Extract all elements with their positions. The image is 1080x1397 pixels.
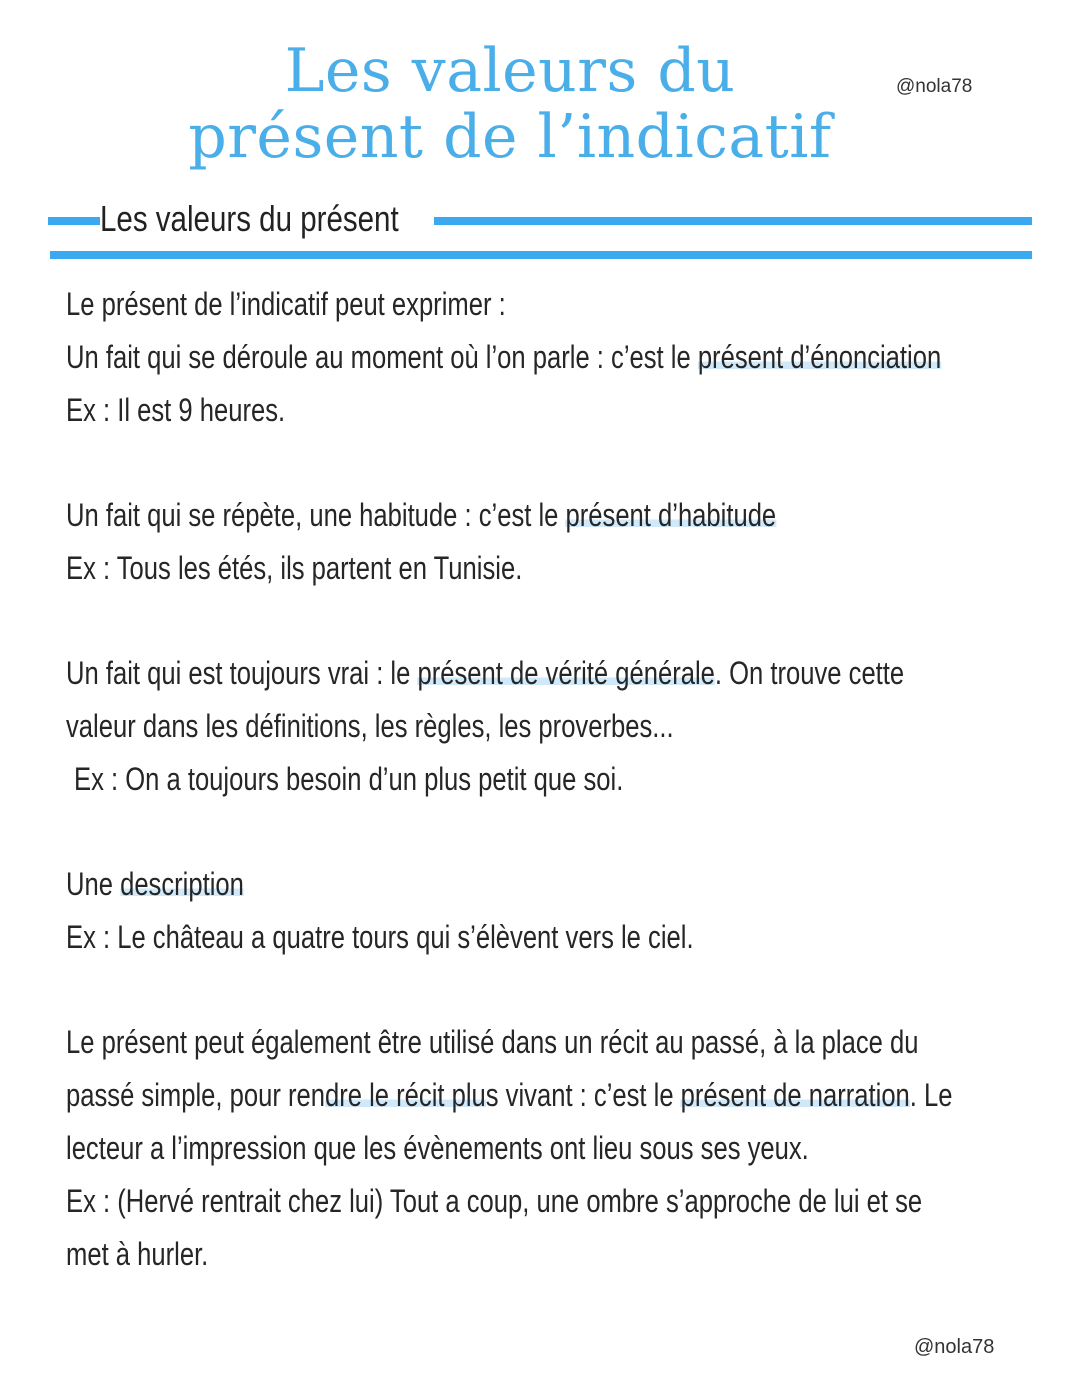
narration-text-a: passé simple, pour ren	[66, 1077, 325, 1113]
narration-text-c: . Le	[909, 1077, 953, 1113]
habitude-highlight: présent d’habitude	[565, 497, 777, 533]
verite-line-2: valeur dans les définitions, les règles, les proverbes...	[66, 708, 674, 744]
section-header	[0, 198, 1080, 268]
section-bar-right	[434, 217, 1032, 225]
verite-text: Un fait qui est toujours vrai : le	[66, 655, 418, 691]
habitude-example: Ex : Tous les étés, ils partent en Tunisie.	[66, 550, 523, 586]
author-handle-bottom: @nola78	[914, 1336, 995, 1358]
narration-line-1: Le présent peut également être utilisé dans un récit au passé, à la place du	[66, 1024, 919, 1060]
paragraph-narration	[66, 1016, 1036, 1281]
section-bar-left	[48, 217, 100, 225]
section-bar-full	[50, 251, 1032, 259]
enonciation-line	[66, 331, 942, 384]
content-body	[66, 278, 1036, 1281]
narration-example-line-2: met à hurler.	[66, 1236, 209, 1272]
paragraph-verite	[66, 647, 1036, 806]
description-highlight: description	[120, 866, 244, 902]
paragraph-habitude	[66, 489, 1036, 595]
narration-example-line-1: Ex : (Hervé rentrait chez lui) Tout a coup, une ombre s’approche de lui et se	[66, 1183, 923, 1219]
page-title-line-1: Les valeurs du	[284, 36, 736, 106]
paragraph-enonciation	[66, 278, 1036, 437]
enonciation-example: Ex : Il est 9 heures.	[66, 392, 286, 428]
description-text: Une	[66, 866, 121, 902]
verite-line	[66, 647, 905, 700]
verite-example: Ex : On a toujours besoin d’un plus petit que soi.	[74, 761, 624, 797]
habitude-line	[66, 489, 842, 542]
narration-line-2	[66, 1069, 953, 1122]
verite-after: . On trouve cette	[714, 655, 905, 691]
description-example: Ex : Le château a quatre tours qui s’élèvent vers le ciel.	[66, 919, 694, 955]
enonciation-highlight: présent d’énonciation	[697, 339, 942, 375]
author-handle-top: @nola78	[896, 76, 973, 97]
enonciation-text: Un fait qui se déroule au moment où l’on parle : c’est le	[66, 339, 698, 375]
habitude-text: Un fait qui se répète, une habitude : c’est le	[66, 497, 566, 533]
narration-text-b: s vivant : c’est le	[485, 1077, 681, 1113]
narration-highlight-1: dre le récit plu	[324, 1077, 486, 1113]
verite-highlight: présent de vérité générale	[417, 655, 715, 691]
narration-highlight-2: présent de narration	[680, 1077, 910, 1113]
narration-line-3: lecteur a l’impression que les évènements ont lieu sous ses yeux.	[66, 1130, 809, 1166]
paragraph-description	[66, 858, 1036, 964]
page-title-line-2: présent de l’indicatif	[188, 102, 832, 172]
section-title: Les valeurs du présent	[100, 198, 399, 239]
page-title	[0, 38, 1020, 170]
intro-line: Le présent de l’indicatif peut exprimer :	[66, 286, 506, 322]
description-line	[66, 858, 842, 911]
